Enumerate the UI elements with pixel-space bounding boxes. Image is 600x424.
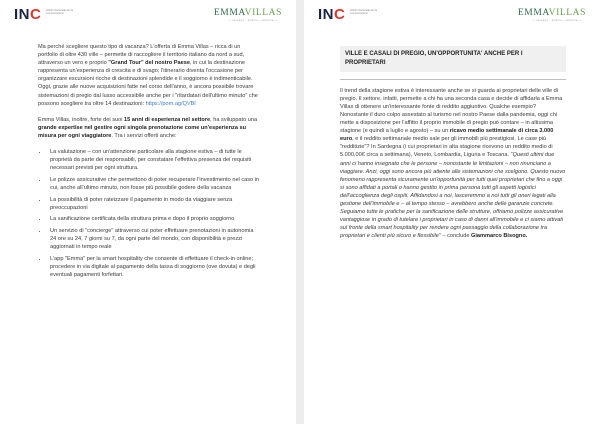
emma-villas-logo [214,8,282,18]
paragraph-owners [340,87,566,241]
services-list [38,148,260,279]
list-item: • La sanificazione certificata della struttura prima e dopo il proprio soggiorno [48,215,260,223]
bold-text: "Grand Tour" del nostro Paese [108,60,190,67]
text-span: Ma perché scegliere questo tipo di vacanza? L'offerta di Emma Villas – ricca di un portfolio di oltre 430 ville – permette di raccogliere il territorio italiano da nord a sud, attraverso un vero e proprio [38,44,245,67]
inc-logo-text: IN [14,6,30,23]
bold-text: grande expertise nel gestire ogni singola prenotazione come un'esperienza su misura per ogni viaggiatore [38,124,247,139]
emma-logo-text: EMMA [213,8,245,18]
inc-logo [14,6,41,24]
text-span: Il trend della stagione estiva è interessante anche se si guarda ai proprietari delle ville di pregio. Il settore, infatti, permette a chi ha una seconda casa e decide di affidarla a Emma Villas di ottenere un'interessante fonte di reddito aggiuntivo. Qualche esempio? Nonostante il duro colpo assestato al turismo nel nostro Paese dalla pandemia, oggi chi mette a disposizione per l'affitto il proprio immobile di pregio può contare – in altissima stagione (e quindi a luglio e agosto) – su un [340,87,563,135]
inc-logo-subtitle: Istituto Nazionale per la Comunicazione [46,9,74,16]
villas-logo-text: VILLAS [244,8,282,18]
page-header [304,0,600,30]
right-body [340,46,566,240]
list-item: • La possibilità di poter rateizzare il pagamento in modo da viaggiare senza preoccupazioni [48,196,260,212]
list-item: • Un servizio di "concierge" attraverso cui poter effettuare prenotazioni in autonomia 24 ore su 24, 7 giorni su 7, da ogni parte del mondo, con disponibilità e prezzi aggiornati in tempo reale [48,227,260,251]
list-item: • L'app "Emma" per la smart hospitality che consente di effettuare il check-in online; procedere in via digitale al pagamento della tassa di soggiorno (ove dovuta) e degli eventuali pagamenti forfettari. [48,255,260,279]
inc-logo-text: IN [318,6,334,23]
text-span: , ha sviluppato una [210,116,258,123]
left-body [38,43,260,282]
page-header [0,0,296,30]
paragraph-expertise [38,116,260,140]
section-heading: VILLE E CASALI DI PREGIO, UN'OPPORTUNITA' ANCHE PER I PROPRIETARI [345,51,523,66]
text-span: , in cui la destinazione rappresenta un'esperienza di crescita e di svago; l'itinerario diventa l'occasione per organizzare escursioni ricche di destinazioni splendide e il soggiorno è indimenticabile. Oggi, grazie alle nuove acquisizioni fatte nel corso dell'anno, è ancora possibile trovare sistemazioni di pregio dal lusso accessibile anche per i "ritardatari dell'ultimo minuto" che possono scegliere tra oltre 14 destinazioni: [38,60,258,107]
inc-logo-accent: C [30,6,42,23]
list-item: • La valutazione – con un'attenzione particolare alla stagione estiva – di tutte le proprietà da parte dei responsabili, per constatare l'effettiva presenza dei requisiti necessari previsti per ogni struttura. [48,148,260,172]
text-span: . Tra i servizi offerti anche: [111,132,177,139]
inc-logo-accent: C [334,6,346,23]
document-page-left [0,0,296,424]
document-page-right [304,0,600,424]
paragraph-grand-tour [38,43,260,108]
destinations-link[interactable]: https://pom.ag/QVBl [145,100,196,107]
divider [340,79,566,80]
inc-logo-subtitle: Istituto Nazionale per la Comunicazione [350,9,378,16]
text-span: " – conclude [438,233,472,240]
emma-villas-logo-subtitle: — tuscany · umbria · sardinia — [532,19,582,22]
bold-text: 15 anni di esperienza nel settore [124,116,211,123]
emma-villas-logo-subtitle: — tuscany · umbria · sardinia — [228,19,278,22]
inc-logo [318,6,345,24]
bold-text: ricavo medio settimanale di circa 3.000 euro [340,128,554,143]
text-span: , e il reddito settimanale medio sale per gli immobili più prestigiosi. Le case più "redditizie"? In Sardegna (i cui proprietari in alta stagione ricevono un reddito medio di 5.000,00€ circa a settimana), Veneto, Lombardia, Liguria e Toscana. " [340,136,553,159]
villas-logo-text: VILLAS [548,8,586,18]
list-item: • Le polizze assicurative che permettono di poter recuperare l'investimento nel caso in cui, anche all'ultimo minuto, non fosse più possibile godere della vacanza [48,176,260,192]
author-name: Giammarco Bisogno. [471,233,528,240]
text-span: Emma Villas, inoltre, forte dei suoi [38,116,125,123]
quote-text: Questi ultimi due anni ci hanno insegnato che le persone – nonostante le limitazioni – non rinunciano a viaggiare. Anzi, oggi sono ancora più attente alle sistemazioni che scelgono. Questo nuovo fenomeno rappresenta sicuramente un'opportunità per tutti quei proprietari che fino a oggi si sono affidati a portali o hanno gestito in prima persona tutti gli aspetti logistici dell'accoglienza degli ospiti. Affidandosi a noi, lasceremmo a noi tutti gli oneri legati alla gestione dell'immobile e – al tempo stesso – avrebbero anche delle garanzie concrete. Seguiamo tutte le pratiche per la sanificazione delle strutture, offriamo polizze assicurative vantaggiose in grado di tutelare i proprietari in caso di danni all'immobile e ci siamo attivati sul fronte della smart hospitality per rendere ogni passaggio della collaborazione tra proprietari e clienti più sicuro e flessibile [340,152,566,240]
section-heading-box [340,46,566,72]
emma-logo-text: EMMA [517,8,549,18]
emma-villas-logo [518,8,586,18]
